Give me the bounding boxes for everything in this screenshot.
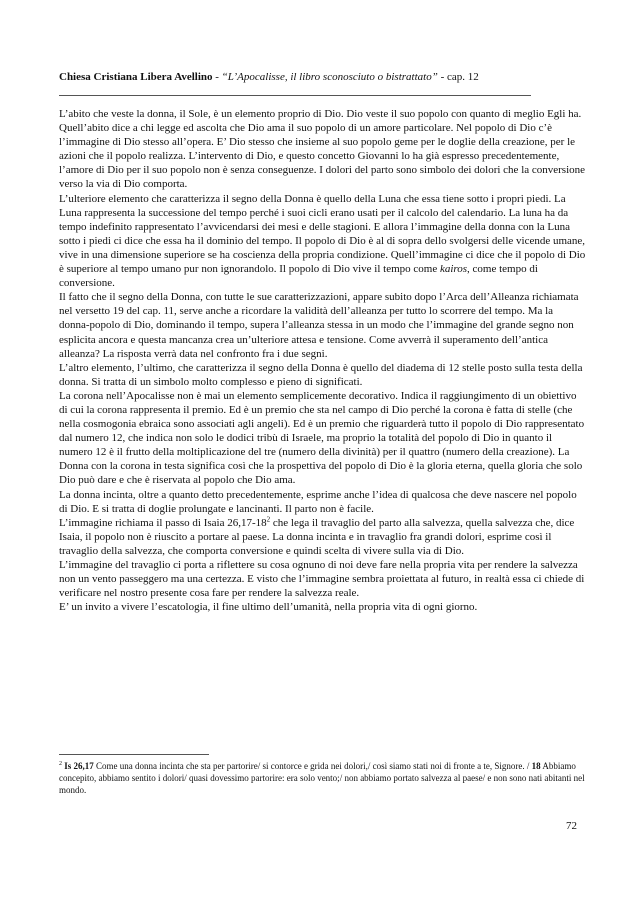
footnote-text: Abbiamo concepito, abbiamo sentito i dolori/ quasi dovessimo partorire: era solo vento;/ non abbiamo portato salvezza al paese/ e non sono nati abitanti nel mondo. <box>59 761 585 795</box>
body-text <box>59 107 586 614</box>
header-organization: Chiesa Cristiana Libera Avellino <box>59 71 213 83</box>
header-chapter: - cap. 12 <box>437 71 479 83</box>
paragraph: La corona nell’Apocalisse non è mai un elemento semplicemente decorativo. Indica il raggiungimento di un obiettivo di cui la corona rappresenta il premio. Ed è un premio che sta nel campo di Dio perché la corona è fatta di stelle (che nella cosmogonia ebraica sono associati agli angeli). Ed è un premio che riguarderà tutto il popolo di Dio rappresentato dal numero 12, che indica non solo le dodici tribù di Israele, ma proprio la totalità del popolo di Dio in quanto il numero 12 è il frutto della moltiplicazione del tre (numero della divinità) per il quattro (numero della creazione). La Donna con la corona in testa significa così che la prospettiva del popolo di Dio è la gloria eterna, quella gloria che solo Dio può dare e che è riservata al popolo che Dio ama. <box>59 389 585 487</box>
header-rule <box>59 95 531 96</box>
footnote-number: 2 <box>59 761 62 767</box>
paragraph-text: L’immagine richiama il passo di Isaia 26,17-18 <box>59 516 267 529</box>
footnote-text: Come una donna incinta che sta per partorire/ si contorce e grida nei dolori,/ così siamo stati noi di fronte a te, Signore. / <box>93 761 532 771</box>
footnote <box>59 760 586 796</box>
footnote-ref-bold: 18 <box>531 761 541 771</box>
paragraph-text: , come tempo di conversione. <box>59 263 538 290</box>
running-header <box>59 71 579 83</box>
paragraph <box>59 516 586 558</box>
paragraph: L’abito che veste la donna, il Sole, è un elemento proprio di Dio. Dio veste il suo popolo con quanto di meglio Egli ha. Quell’abito dice a chi legge ed ascolta che Dio ama il suo popolo di un amore particolare. Nel popolo di Dio c’è l’immagine di Dio stesso all’opera. E’ Dio stesso che insieme al suo popolo geme per le doglie della creazione, per le azioni che il popolo realizza. L’intervento di Dio, e questo concetto Giovanni lo ha già espresso precedentemente, l’amore di Dio per il suo popolo non è senza conseguenze. I dolori del parto sono simbolo dei dolori che la conversione verso la via di Dio comporta. <box>59 108 586 191</box>
paragraph: L’altro elemento, l’ultimo, che caratterizza il segno della Donna è quello del diadema di 12 stelle posto sulla testa della donna. Si tratta di un simbolo molto complesso e pieno di significati. <box>59 361 583 388</box>
paragraph-text: che lega il travaglio del parto alla salvezza, quella salvezza che, dice Isaia, il popolo non è riuscito a portare al paese. La donna incinta e in travaglio fra grandi dolori, esprime così il travaglio della salvezza, che comporta conversione e quindi scelta di vivere sulla via di Dio. <box>59 516 575 557</box>
kairos-term: kairos <box>439 263 468 276</box>
header-separator: - <box>212 71 222 83</box>
paragraph: L’immagine del travaglio ci porta a riflettere su cosa ognuno di noi deve fare nella propria vita per rendere la salvezza non un vento passeggero ma una certezza. E visto che l’immagine sembra proiettata al futuro, in realtà essa ci chiede di verificare nel nostro presente cosa fare per rendere la salvezza reale. <box>59 559 585 600</box>
paragraph: Il fatto che il segno della Donna, con tutte le sue caratterizzazioni, appare subito dopo l’Arca dell’Alleanza richiamata nel versetto 19 del cap. 11, serve anche a ricordare la validità dell’alleanza per tutto lo scorrere del tempo. Ma la donna-popolo di Dio, dominando il tempo, supera l’alleanza stessa in un modo che l’immagine del grande segno non esplicita ancora e questa mancanza crea un’ulteriore attesa e tensione. Come avverrà il superamento dell’antica alleanza? La risposta verrà data nel confronto fra i due segni. <box>59 291 579 360</box>
header-book-title: “L’Apocalisse, il libro sconosciuto o bistrattato” <box>221 71 438 83</box>
paragraph-text: L’ulteriore elemento che caratterizza il segno della Donna è quello della Luna che essa tiene sotto i propri piedi. La Luna rappresenta la successione del tempo perché i suoi cicli erano usati per il calcolo del calendario. La luna ha da tempo indefinito rappresentato l’avvicendarsi dei mesi e delle stagioni. E allora l’immagine della donna con la Luna sotto i piedi ci dice che essa ha il dominio del tempo. Il popolo di Dio è al di sopra dello svolgersi delle vicende umane, vive in una dimensione superiore se ha coscienza della propria condizione. Quell’immagine ci dice che il popolo di Dio è superiore al tempo umano pur non ignorandolo. Il popolo di Dio vive il tempo come <box>59 192 586 276</box>
footnote-rule <box>59 754 209 755</box>
footnote-ref-bold: Is 26,17 <box>64 761 94 771</box>
paragraph <box>59 192 586 291</box>
footnote-reference[interactable]: 2 <box>266 515 271 524</box>
page-number: 72 <box>566 820 577 832</box>
paragraph: E’ un invito a vivere l’escatologia, il fine ultimo dell’umanità, nella propria vita di ogni giorno. <box>59 601 478 614</box>
paragraph: La donna incinta, oltre a quanto detto precedentemente, esprime anche l’idea di qualcosa che deve nascere nel popolo di Dio. E si tratta di doglie prolungate e lancinanti. Il parto non è facile. <box>59 488 577 515</box>
